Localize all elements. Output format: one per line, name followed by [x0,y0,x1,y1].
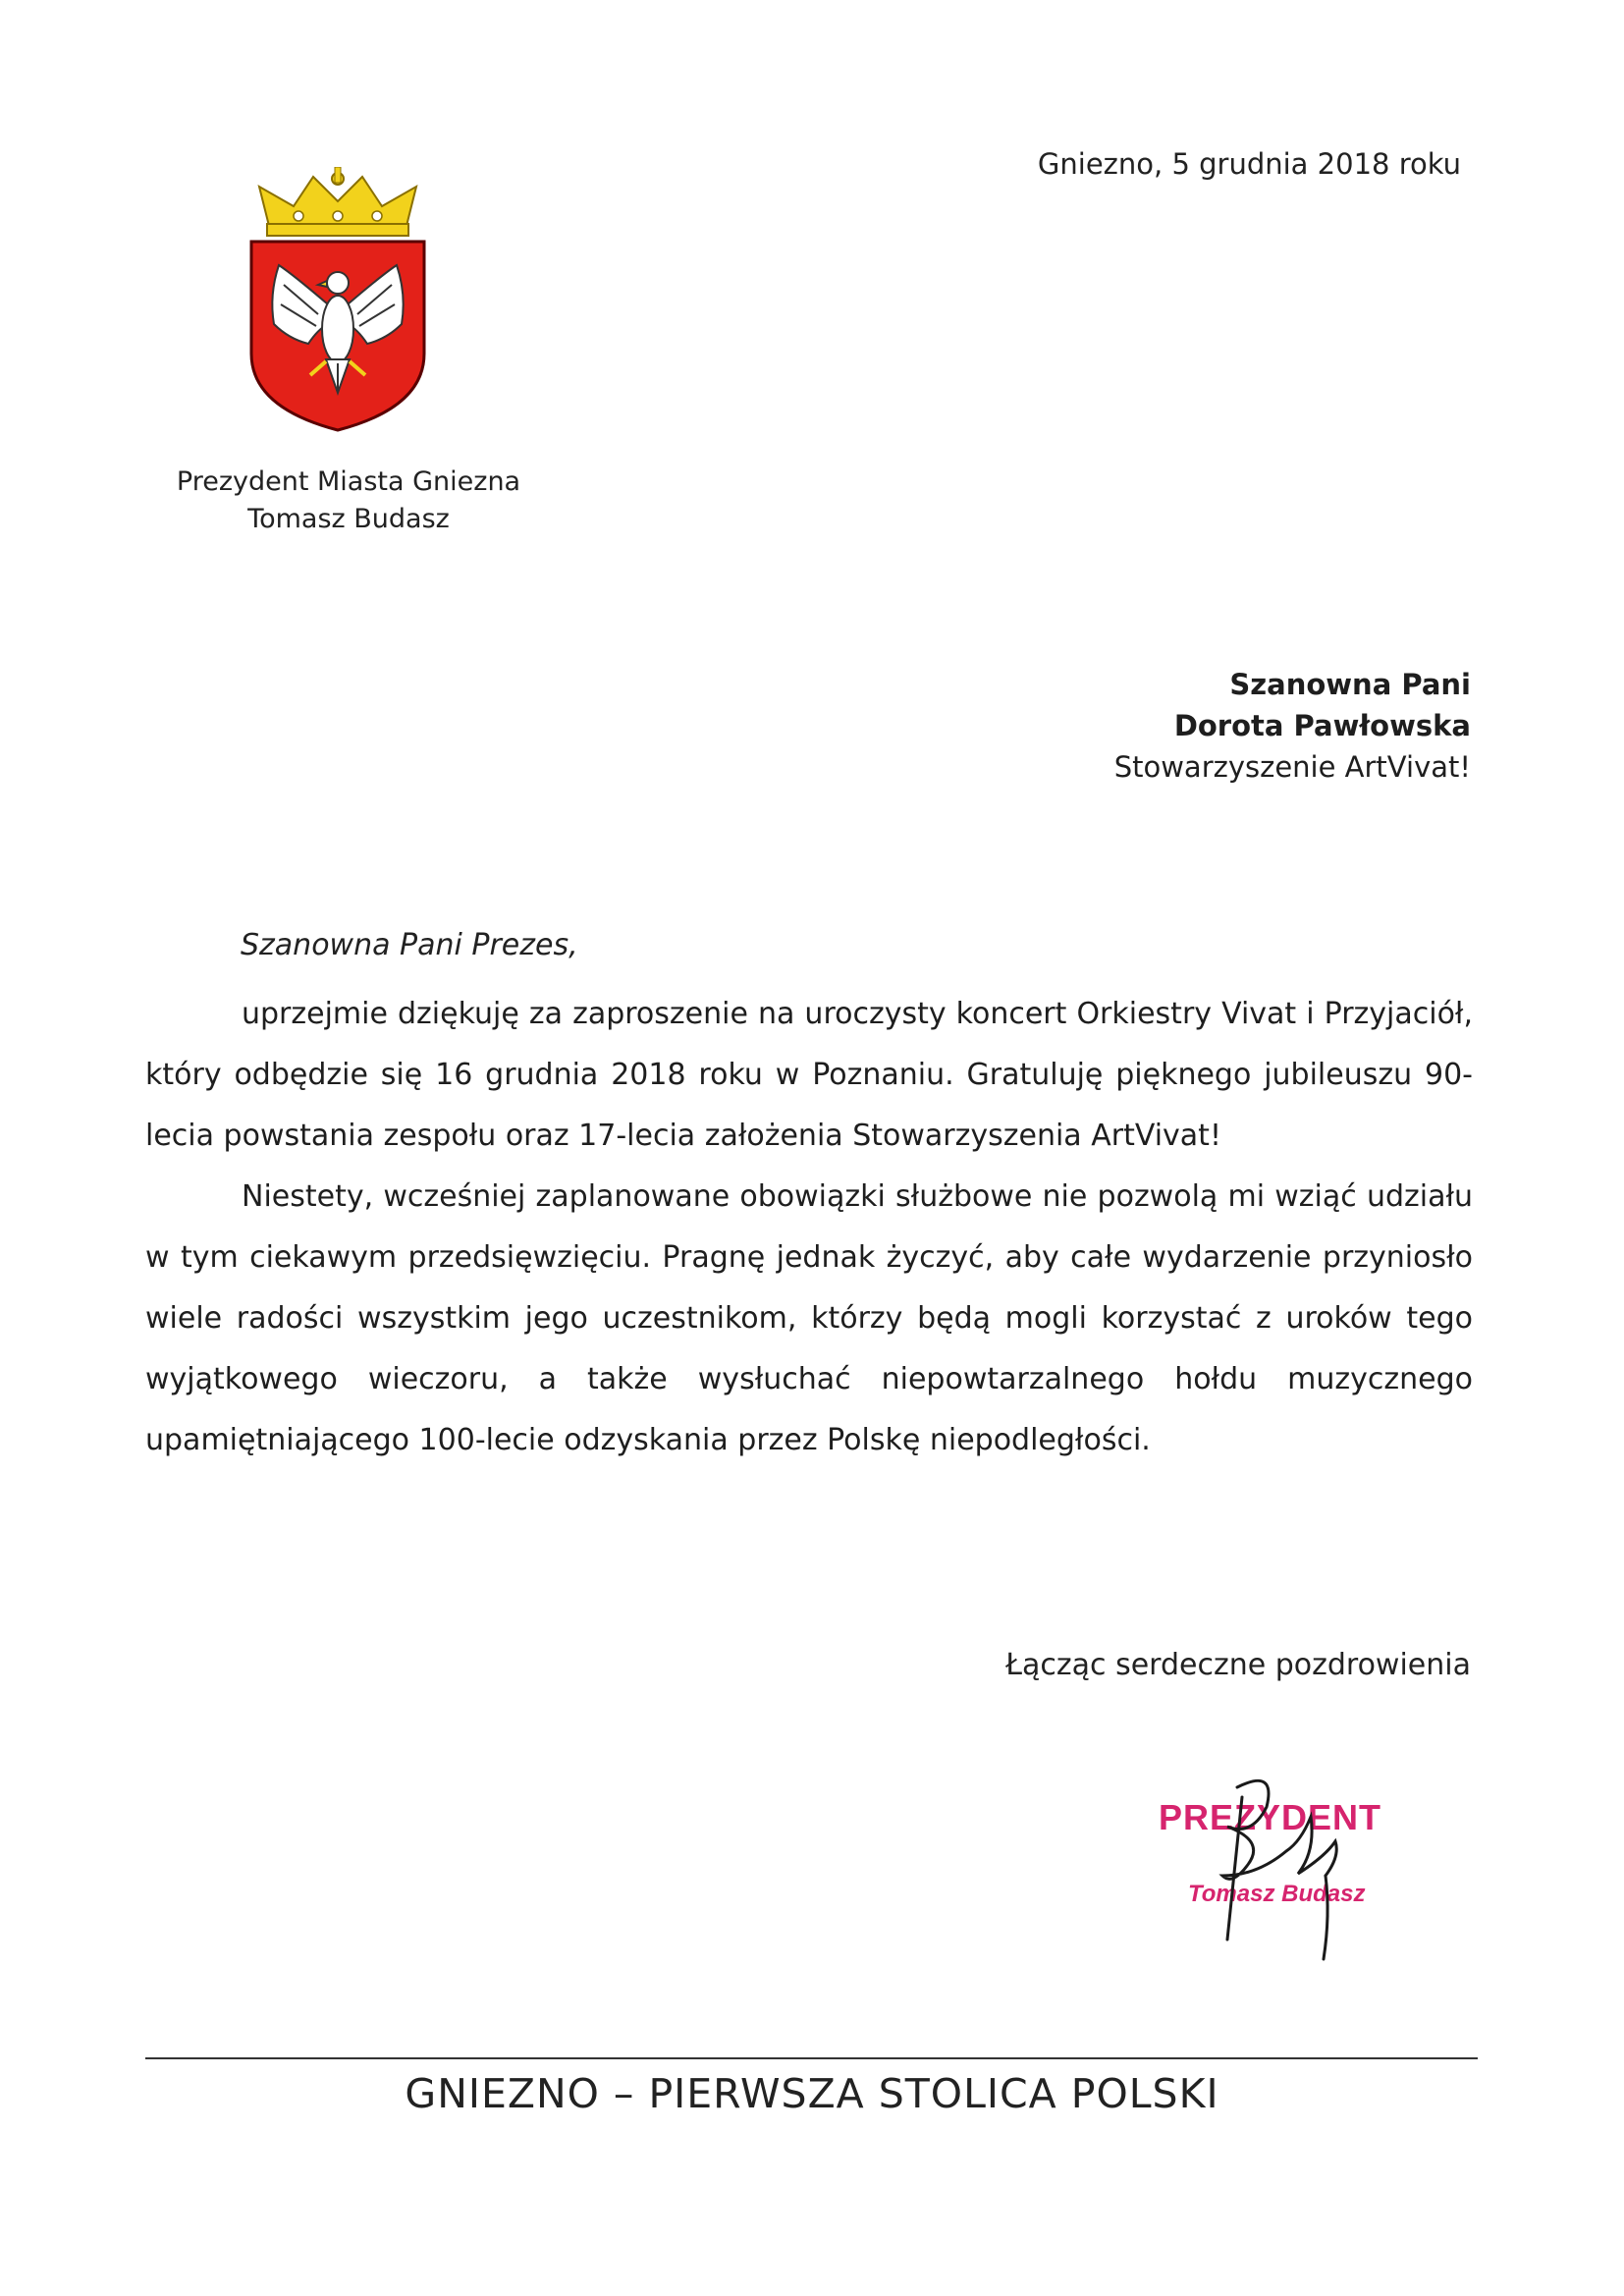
signature-stamp [1129,1758,1443,1974]
sender-title: Prezydent Miasta Gniezna [176,466,521,497]
sender-name: Tomasz Budasz [247,504,450,534]
paragraph-1: uprzejmie dziękuję za zaproszenie na uroczysty koncert Orkiestry Vivat i Przyjaciół, który odbędzie się 16 grudnia 2018 roku w Poznaniu. Gratuluję pięknego jubileuszu 90-lecia powstania zespołu oraz 17-lecia założenia Stowarzyszenia ArtVivat! [145,997,1473,1153]
crown-icon [259,167,416,236]
recipient-greeting: Szanowna Pani [1229,668,1471,701]
stamp-title: PREZYDENT [1159,1797,1382,1837]
footer-divider [145,2057,1478,2059]
coat-of-arms-icon [240,167,436,432]
recipient-organization: Stowarzyszenie ArtVivat! [1113,750,1471,784]
footer-motto: GNIEZNO – PIERWSZA STOLICA POLSKI [405,2070,1219,2117]
recipient-name: Dorota Pawłowska [1173,709,1471,742]
recipient-block [1114,664,1471,788]
salutation: Szanowna Pani Prezes, [241,928,578,962]
handwritten-signature [1129,1758,1443,1974]
paragraph-2: Niestety, wcześniej zaplanowane obowiązki służbowe nie pozwolą mi wziąć udziału w tym ciekawym przedsięwzięciu. Pragnę jednak życzyć, aby całe wydarzenie przyniosło wiele radości wszystkim jego uczestnikom, którzy będą mogli korzystać z uroków tego wyjątkowego wieczoru, a także wysłuchać niepowtarzalnego hołdu muzycznego upamiętniającego 100-lecie odzyskania przez Polskę niepodległości. [145,1179,1473,1457]
stamp-name: Tomasz Budasz [1188,1881,1366,1907]
letter-date: Gniezno, 5 grudnia 2018 roku [1037,147,1461,181]
letter-body [145,984,1473,1471]
closing-line: Łącząc serdeczne pozdrowienia [1005,1648,1471,1682]
sender-block [118,464,579,538]
